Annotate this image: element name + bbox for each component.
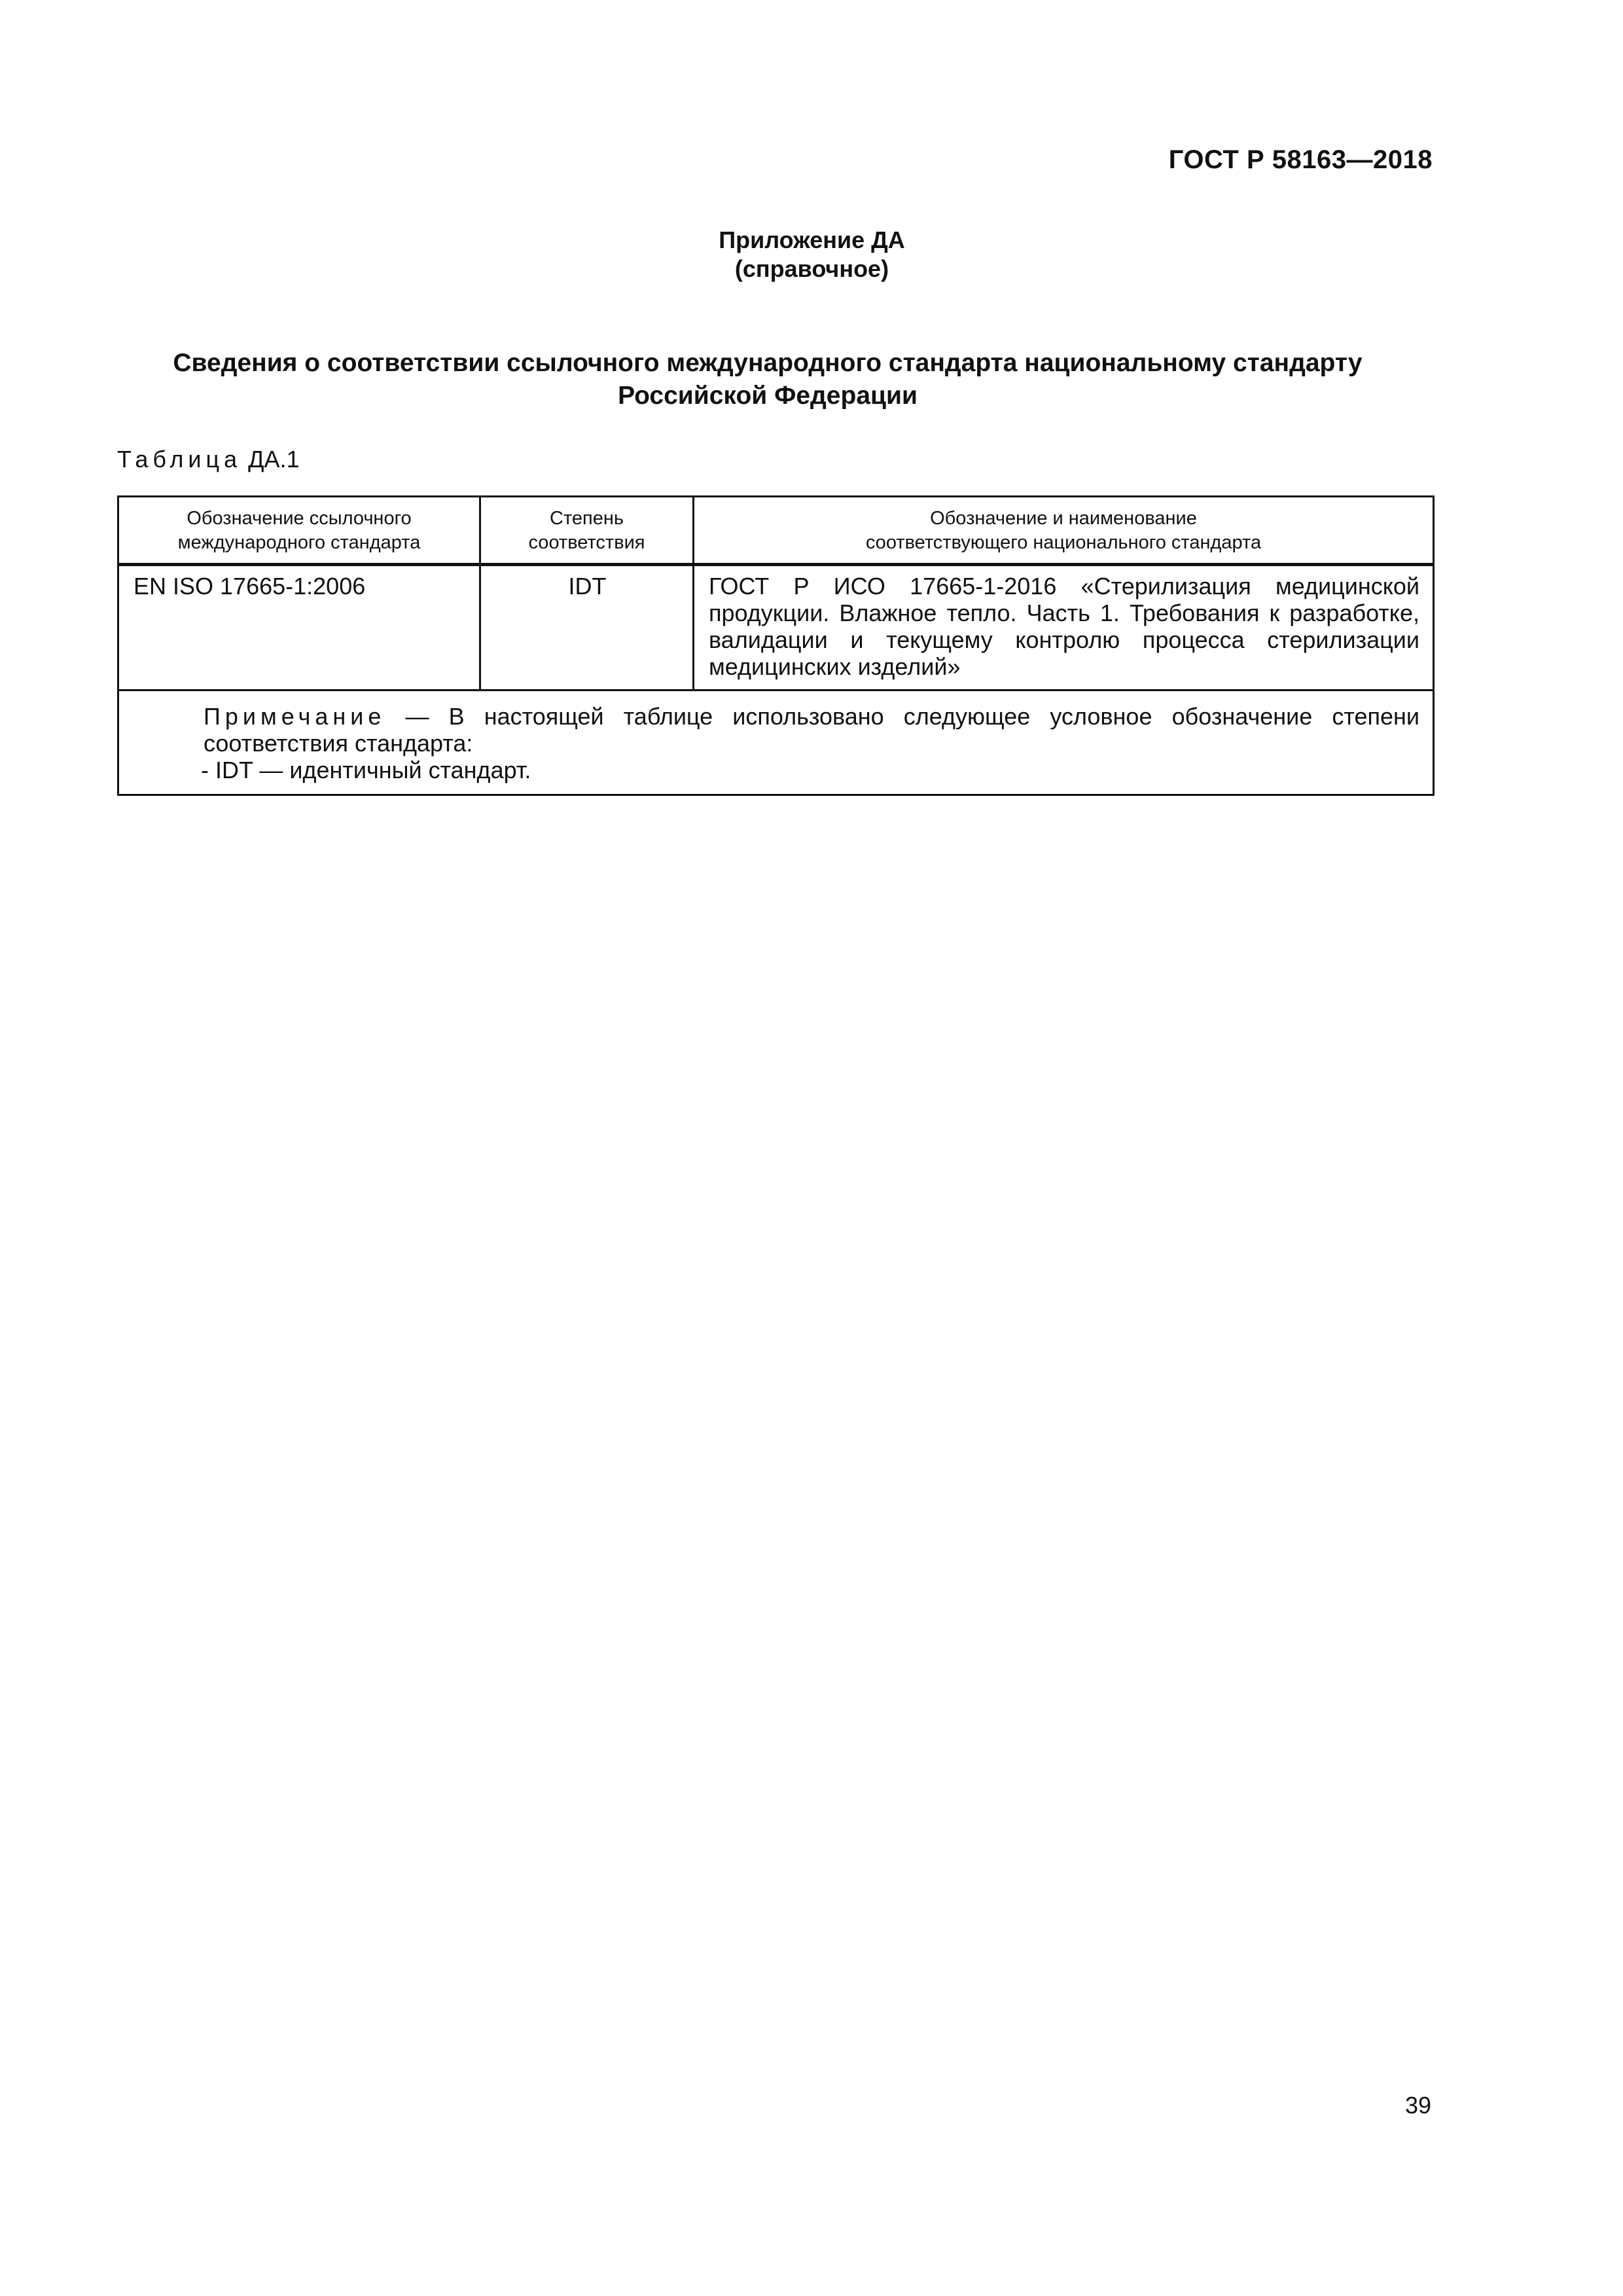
table-note-row — [118, 691, 1434, 795]
appendix-subtitle: (справочное) — [734, 255, 889, 282]
appendix-title: Приложение ДА — [719, 226, 905, 253]
appendix-heading — [0, 226, 1623, 283]
table-note — [118, 691, 1434, 795]
cell-ref-standard: EN ISO 17665-1:2006 — [118, 565, 480, 691]
note-text: — В настоящей таблице использовано следующее условное обозначение степени соответствия стандарта: — [204, 703, 1419, 757]
table-caption — [117, 445, 300, 474]
table-caption-number: ДА.1 — [248, 446, 300, 473]
section-title — [118, 347, 1418, 412]
cell-national-standard: ГОСТ Р ИСО 17665-1-2016 «Стерилизация медицинской продукции. Влажное тепло. Часть 1. Требования к разработке, валидации и текущему контролю процесса стерилизации медицинских изделий» — [694, 565, 1434, 691]
document-code: ГОСТ Р 58163—2018 — [1168, 145, 1433, 174]
section-title-line2: Российской Федерации — [618, 382, 918, 410]
page-number: 39 — [1404, 2092, 1431, 2119]
header-degree: Степень соответствия — [480, 497, 694, 565]
note-label: Примечание — [204, 703, 386, 730]
table-header-row — [118, 497, 1434, 565]
correspondence-table — [117, 495, 1435, 796]
section-title-line1: Сведения о соответствии ссылочного международного стандарта национальному стандарту — [173, 349, 1363, 377]
header-national-standard: Обозначение и наименование соответствующего национального стандарта — [694, 497, 1434, 565]
header-ref-standard: Обозначение ссылочного международного стандарта — [118, 497, 480, 565]
table-row — [118, 565, 1434, 691]
table-caption-word: Таблица — [117, 446, 242, 473]
note-item: - IDT — идентичный стандарт. — [201, 757, 531, 783]
cell-degree: IDT — [480, 565, 694, 691]
